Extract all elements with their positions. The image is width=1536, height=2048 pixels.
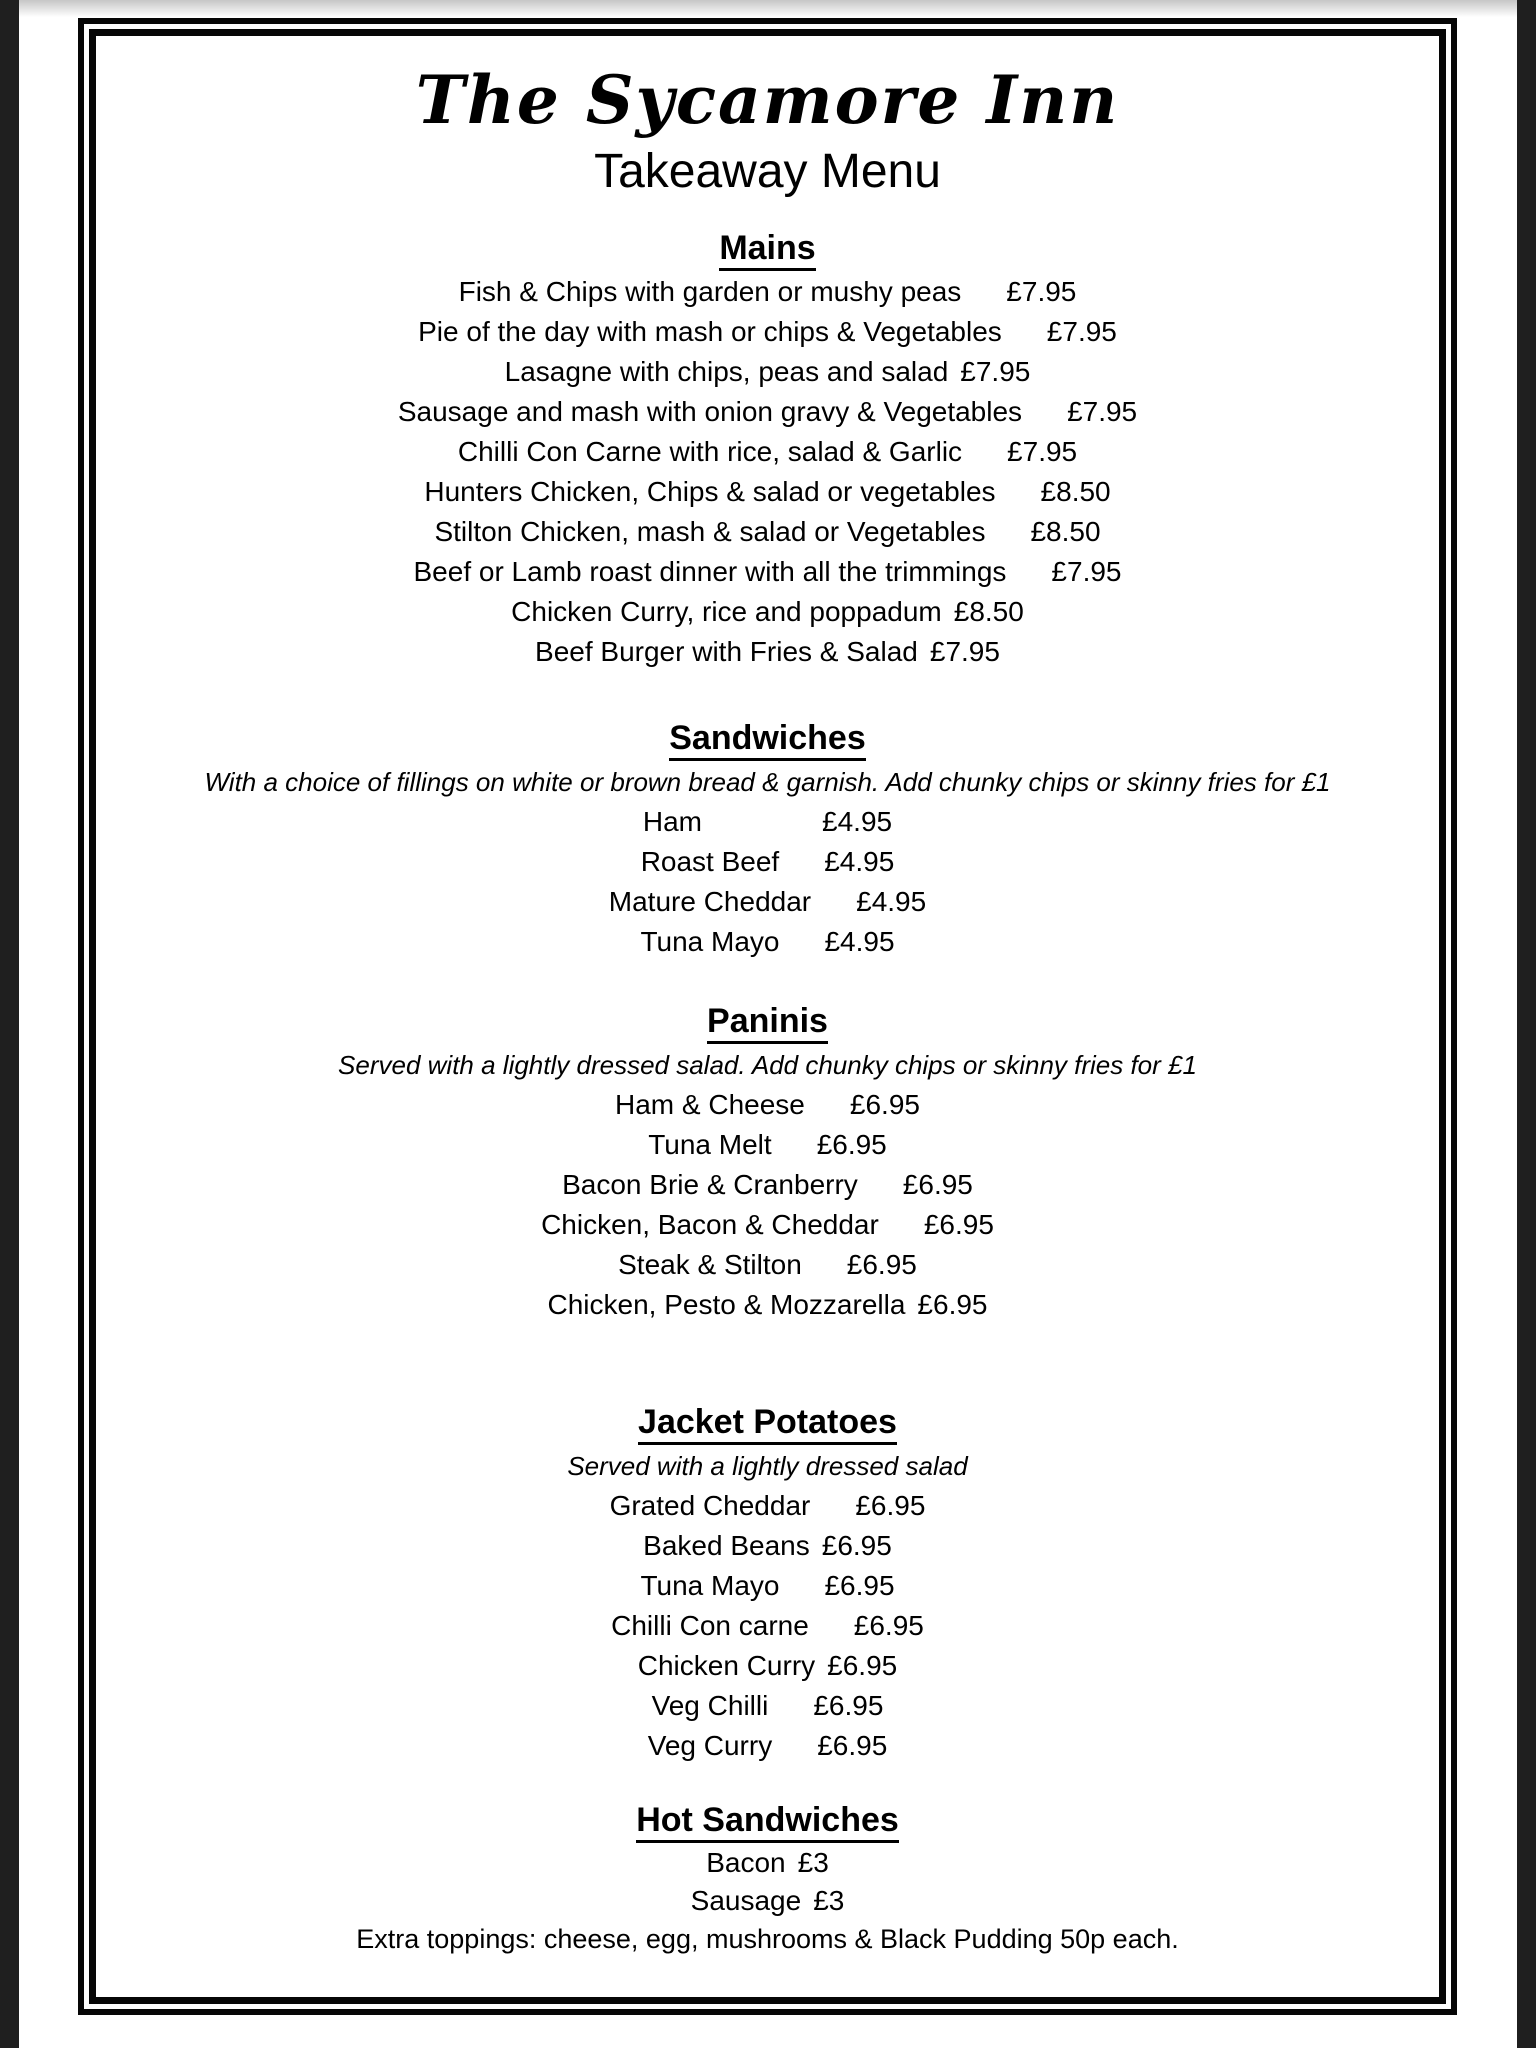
- item-price: £3: [813, 1885, 845, 1916]
- item-price: £8.50: [1040, 476, 1111, 507]
- section-note: With a choice of fillings on white or brown bread & garnish. Add chunky chips or skinny fries for £1: [204, 767, 1331, 797]
- menu-item: [96, 1606, 1439, 1646]
- menu-item: [96, 272, 1439, 312]
- menu-item: [96, 1566, 1439, 1606]
- menu-item: [96, 1726, 1439, 1766]
- menu-item: [96, 472, 1439, 512]
- menu-item: [96, 1085, 1439, 1125]
- item-name: Pie of the day with mash or chips & Vegetables: [418, 316, 1002, 347]
- menu-item: [96, 1205, 1439, 1245]
- section-heading-mains: [96, 224, 1439, 272]
- section-heading-sandwiches: [96, 714, 1439, 762]
- item-name: Fish & Chips with garden or mushy peas: [458, 276, 962, 307]
- item-name: Ham & Cheese: [615, 1089, 805, 1120]
- item-name: Lasagne with chips, peas and salad: [504, 356, 949, 387]
- section-heading-text: Hot Sandwiches: [636, 1801, 899, 1843]
- viewer-edge-right: [1517, 0, 1536, 2048]
- item-price: £6.95: [849, 1089, 920, 1120]
- item-name: Grated Cheddar: [609, 1490, 811, 1521]
- item-name: Chicken, Bacon & Cheddar: [541, 1209, 879, 1240]
- menu-item: [96, 1165, 1439, 1205]
- menu-item: [96, 552, 1439, 592]
- section-heading-text: Paninis: [707, 1002, 828, 1044]
- section-heading-text: Sandwiches: [669, 719, 866, 761]
- extra-toppings-note: Extra toppings: cheese, egg, mushrooms & Black Pudding 50p each.: [356, 1924, 1179, 1954]
- menu-item: [96, 392, 1439, 432]
- menu-item: [96, 1526, 1439, 1566]
- menu-item: [96, 1245, 1439, 1285]
- item-name: Chicken Curry, rice and poppadum: [511, 596, 942, 627]
- item-name: Chicken Curry: [637, 1650, 816, 1681]
- item-price: £7.95: [1046, 316, 1117, 347]
- item-price: £6.95: [855, 1490, 926, 1521]
- item-name: Veg Curry: [647, 1730, 773, 1761]
- item-price: £6.95: [816, 1129, 887, 1160]
- section-heading-hot-sandwiches: [96, 1796, 1439, 1844]
- menu-item: [96, 1646, 1439, 1686]
- section-heading-text: Mains: [719, 229, 815, 271]
- item-name: Chicken, Pesto & Mozzarella: [547, 1289, 906, 1320]
- item-name: Tuna Mayo: [640, 926, 780, 957]
- item-name: Beef or Lamb roast dinner with all the trimmings: [413, 556, 1007, 587]
- section-heading-text: Jacket Potatoes: [638, 1403, 897, 1445]
- item-name: Bacon Brie & Cranberry: [562, 1169, 858, 1200]
- menu-border-outer: [78, 18, 1457, 2015]
- menu-item: [96, 922, 1439, 962]
- item-name: Mature Cheddar: [608, 886, 812, 917]
- item-price: £7.95: [1006, 276, 1077, 307]
- menu-border-inner: [89, 29, 1446, 2004]
- item-name: Tuna Melt: [648, 1129, 772, 1160]
- item-price: £6.95: [827, 1650, 898, 1681]
- menu-item: [96, 1844, 1439, 1882]
- menu-item: [96, 352, 1439, 392]
- item-price: £6.95: [923, 1209, 994, 1240]
- menu-item: [96, 1882, 1439, 1920]
- item-price: £3: [797, 1847, 829, 1878]
- item-price: £4.95: [856, 886, 927, 917]
- menu-item: [96, 432, 1439, 472]
- section-note: Served with a lightly dressed salad: [567, 1451, 968, 1481]
- menu-item: [96, 802, 1439, 842]
- item-name: Chilli Con Carne with rice, salad & Garlic: [457, 436, 963, 467]
- menu-item: [96, 882, 1439, 922]
- top-shadow: [19, 0, 1517, 17]
- item-price: £6.95: [853, 1610, 924, 1641]
- item-price: £4.95: [824, 926, 895, 957]
- item-name: Hunters Chicken, Chips & salad or vegetables: [424, 476, 996, 507]
- item-name: Sausage and mash with onion gravy & Vegetables: [397, 396, 1023, 427]
- item-price: £6.95: [824, 1570, 895, 1601]
- item-name: Ham: [642, 806, 703, 837]
- item-price: £6.95: [813, 1690, 884, 1721]
- item-price: £6.95: [817, 1730, 888, 1761]
- item-price: £8.50: [953, 596, 1024, 627]
- item-price: £6.95: [902, 1169, 973, 1200]
- item-name: Stilton Chicken, mash & salad or Vegetables: [434, 516, 986, 547]
- item-price: £7.95: [1051, 556, 1122, 587]
- item-price: £6.95: [846, 1249, 917, 1280]
- item-name: Roast Beef: [640, 846, 780, 877]
- item-price: £6.95: [821, 1530, 892, 1561]
- item-price: £4.95: [824, 846, 895, 877]
- menu-item: [96, 632, 1439, 672]
- menu-item: [96, 1686, 1439, 1726]
- item-price: £7.95: [1067, 396, 1138, 427]
- item-name: Steak & Stilton: [618, 1249, 802, 1280]
- item-price: £7.95: [1007, 436, 1078, 467]
- item-name: Beef Burger with Fries & Salad: [535, 636, 918, 667]
- section-heading-jacket-potatoes: [96, 1398, 1439, 1446]
- menu-item: [96, 1125, 1439, 1165]
- item-name: Baked Beans: [643, 1530, 810, 1561]
- menu-item: [96, 842, 1439, 882]
- item-price: £8.50: [1030, 516, 1101, 547]
- section-mains: [96, 224, 1439, 672]
- menu-item: [96, 1486, 1439, 1526]
- item-price: £7.95: [960, 356, 1031, 387]
- section-jacket-potatoes: [96, 1398, 1439, 1766]
- page-title: The Sycamore Inn: [415, 61, 1120, 139]
- menu-item: [96, 312, 1439, 352]
- item-name: Tuna Mayo: [640, 1570, 780, 1601]
- menu-item: [96, 1285, 1439, 1325]
- section-heading-paninis: [96, 997, 1439, 1045]
- menu-item: [96, 592, 1439, 632]
- section-sandwiches: [96, 714, 1439, 962]
- section-hot-sandwiches: [96, 1796, 1439, 1958]
- item-name: Sausage: [690, 1885, 802, 1916]
- item-name: Chilli Con carne: [611, 1610, 809, 1641]
- item-name: Bacon: [706, 1847, 786, 1878]
- viewer-edge-left: [0, 0, 19, 2048]
- item-price: £7.95: [929, 636, 1000, 667]
- item-name: Veg Chilli: [651, 1690, 769, 1721]
- item-price: £4.95: [822, 806, 893, 837]
- menu-subtitle: Takeaway Menu: [594, 145, 941, 198]
- section-note: Served with a lightly dressed salad. Add chunky chips or skinny fries for £1: [338, 1050, 1197, 1080]
- section-paninis: [96, 997, 1439, 1325]
- item-price: £6.95: [917, 1289, 988, 1320]
- menu-item: [96, 512, 1439, 552]
- menu-content: [96, 36, 1439, 1997]
